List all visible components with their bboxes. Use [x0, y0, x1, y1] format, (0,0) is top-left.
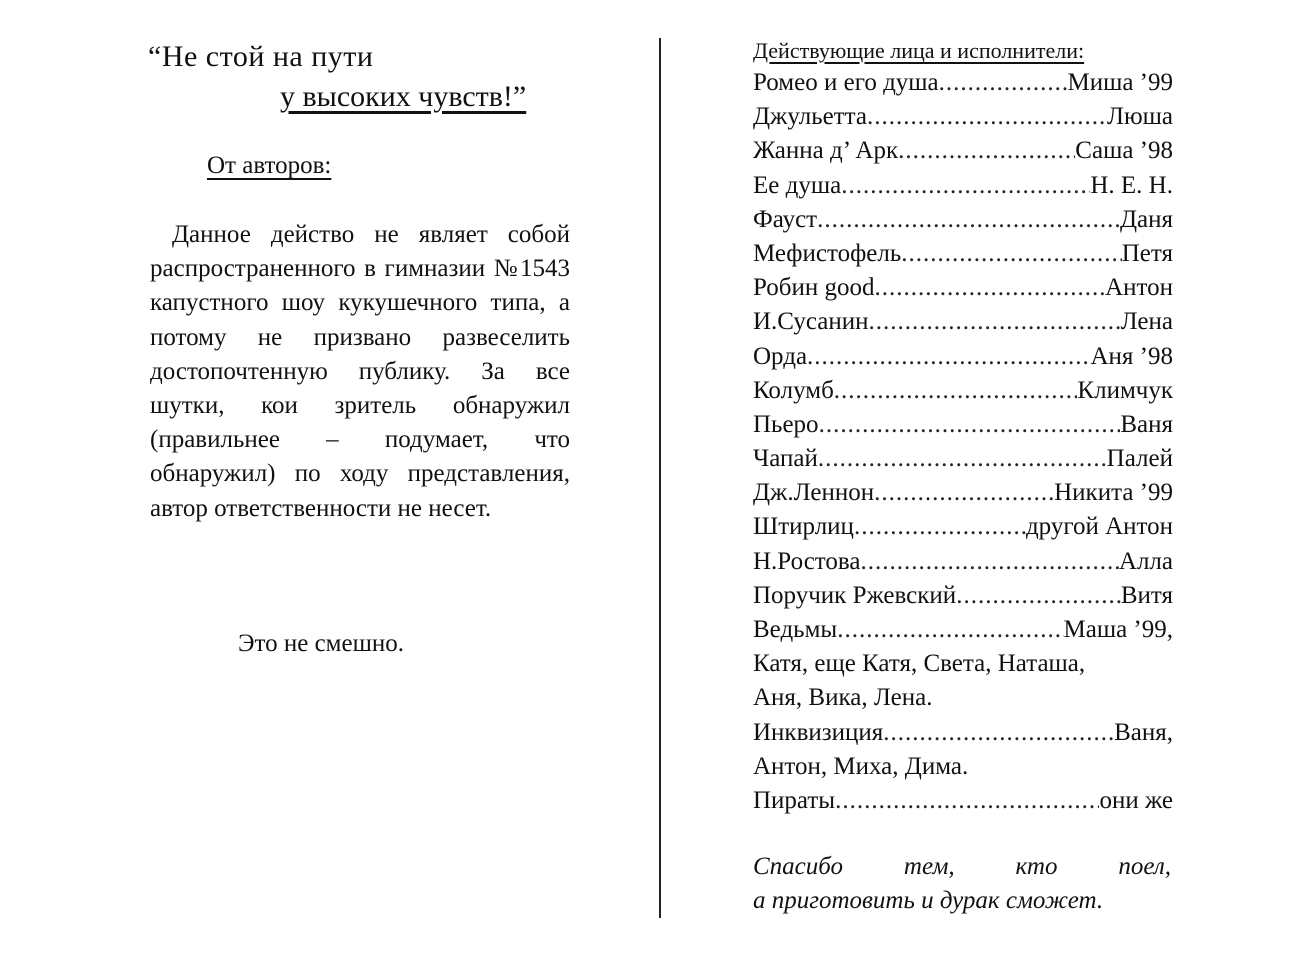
- thanks-line-1: Спасибо тем, кто поел,: [753, 853, 1171, 880]
- title-line-1: “Не стой на пути: [148, 40, 374, 73]
- dot-leader: [869, 305, 1121, 339]
- from-authors-heading: От авторов:: [207, 152, 332, 179]
- cast-role: Дж.Леннон: [753, 479, 875, 507]
- cast-role: Ромео и его душа: [753, 69, 939, 96]
- cast-role: Жанна д’ Арк: [753, 137, 899, 165]
- cast-actor: они же: [1099, 786, 1173, 814]
- cast-row: [753, 100, 1173, 134]
- cast-actor: Н. Е. Н.: [1090, 171, 1173, 199]
- dot-leader: [841, 169, 1090, 203]
- cast-actor: Даня: [1119, 205, 1173, 233]
- cast-row: [753, 476, 1173, 510]
- dot-leader: [883, 716, 1114, 750]
- dot-leader: [898, 134, 1075, 168]
- dot-leader: [854, 510, 1026, 544]
- cast-actor: Ваня: [1120, 410, 1173, 438]
- dot-leader: [834, 374, 1078, 408]
- cast-actor: Маша ’99,: [1063, 616, 1173, 643]
- cast-row: [753, 510, 1173, 544]
- cast-heading: Действующие лица и исполнители:: [753, 38, 1085, 63]
- cast-role: Мефистофель: [753, 239, 902, 267]
- dot-leader: [807, 340, 1090, 374]
- cast-row: [753, 134, 1173, 168]
- cast-actor: Витя: [1120, 581, 1173, 609]
- cast-role: Чапай: [753, 445, 818, 473]
- thanks-note: [753, 850, 1171, 918]
- cast-row: [753, 203, 1173, 237]
- cast-actor: Миша ’99: [1067, 69, 1173, 96]
- cast-row: [753, 784, 1173, 818]
- thanks-line-2: а приготовить и дурак сможет.: [753, 887, 1104, 914]
- cast-row: [753, 716, 1173, 750]
- right-page: [650, 0, 1300, 966]
- cast-actor: Климчук: [1077, 376, 1173, 404]
- dot-leader: [817, 203, 1120, 237]
- dot-leader: [956, 579, 1121, 613]
- not-funny-note: Это не смешно.: [238, 630, 404, 657]
- cast-role: Колумб: [753, 376, 834, 404]
- cast-row: [753, 442, 1173, 476]
- cast-role: Фауст: [753, 205, 818, 233]
- cast-row: [753, 169, 1173, 203]
- cast-row: [753, 340, 1173, 374]
- cast-row: [753, 271, 1173, 305]
- cast-row: [753, 237, 1173, 271]
- dot-leader: [860, 545, 1118, 579]
- cast-role: Робин good: [753, 274, 875, 302]
- author-note: Данное действо не являет собой распространенного в гимназии №1543 капустного шоу кукушечного типа, а потому не призвано развеселить достопочтенную публику. За все шутки, кои зритель обнаружил (правильнее – подумает, что обнаружил) по ходу представления, автор ответственности не несет.: [150, 221, 570, 522]
- cast-row: [753, 66, 1173, 100]
- cast-actor: Лена: [1120, 308, 1173, 336]
- cast-row: [753, 545, 1173, 579]
- cast-row: [753, 613, 1173, 647]
- cast-role: Ведьмы: [753, 616, 838, 643]
- cast-row: [753, 374, 1173, 408]
- cast-row: [753, 305, 1173, 339]
- cast-actor: Антон: [1105, 274, 1173, 302]
- cast-actor: Никита ’99: [1054, 479, 1173, 507]
- dot-leader: [874, 476, 1054, 510]
- cast-role: Пьеро: [753, 410, 819, 438]
- cast-continuation: Катя, еще Катя, Света, Наташа,: [753, 650, 1086, 678]
- cast-row: [753, 579, 1173, 613]
- cast-actor: Алла: [1118, 547, 1173, 575]
- cast-continuation: Аня, Вика, Лена.: [753, 684, 933, 712]
- cast-role: Н.Ростова: [753, 547, 861, 575]
- cast-role: Штирлиц: [753, 513, 854, 541]
- cast-actor: другой Антон: [1025, 513, 1173, 541]
- cast-role: Орда: [753, 342, 808, 370]
- cast-row: [753, 408, 1173, 442]
- dot-leader: [867, 100, 1107, 134]
- cast-actor: Ваня,: [1114, 718, 1173, 746]
- cast-actor: Петя: [1121, 239, 1173, 267]
- dot-leader: [837, 613, 1063, 647]
- cast-actor: Палей: [1106, 445, 1173, 473]
- cast-list: [753, 66, 1173, 818]
- cast-continuation: Антон, Миха, Дима.: [753, 752, 969, 780]
- cast-actor: Аня ’98: [1090, 342, 1173, 370]
- dot-leader: [875, 271, 1106, 305]
- dot-leader: [835, 784, 1099, 818]
- dot-leader: [901, 237, 1122, 271]
- cast-role: Пираты: [753, 786, 836, 814]
- cast-role: Джульетта: [753, 103, 867, 131]
- cast-role: И.Сусанин: [753, 308, 869, 336]
- dot-leader: [818, 442, 1107, 476]
- cast-actor: Люша: [1107, 103, 1173, 131]
- cast-role: Инквизиция: [753, 718, 884, 746]
- dot-leader: [819, 408, 1121, 442]
- dot-leader: [939, 66, 1068, 100]
- title-line-2: у высоких чувств!”: [280, 80, 527, 113]
- cast-role: Поручик Ржевский: [753, 581, 957, 609]
- cast-role: Ее душа: [753, 171, 842, 199]
- cast-actor: Саша ’98: [1075, 137, 1173, 165]
